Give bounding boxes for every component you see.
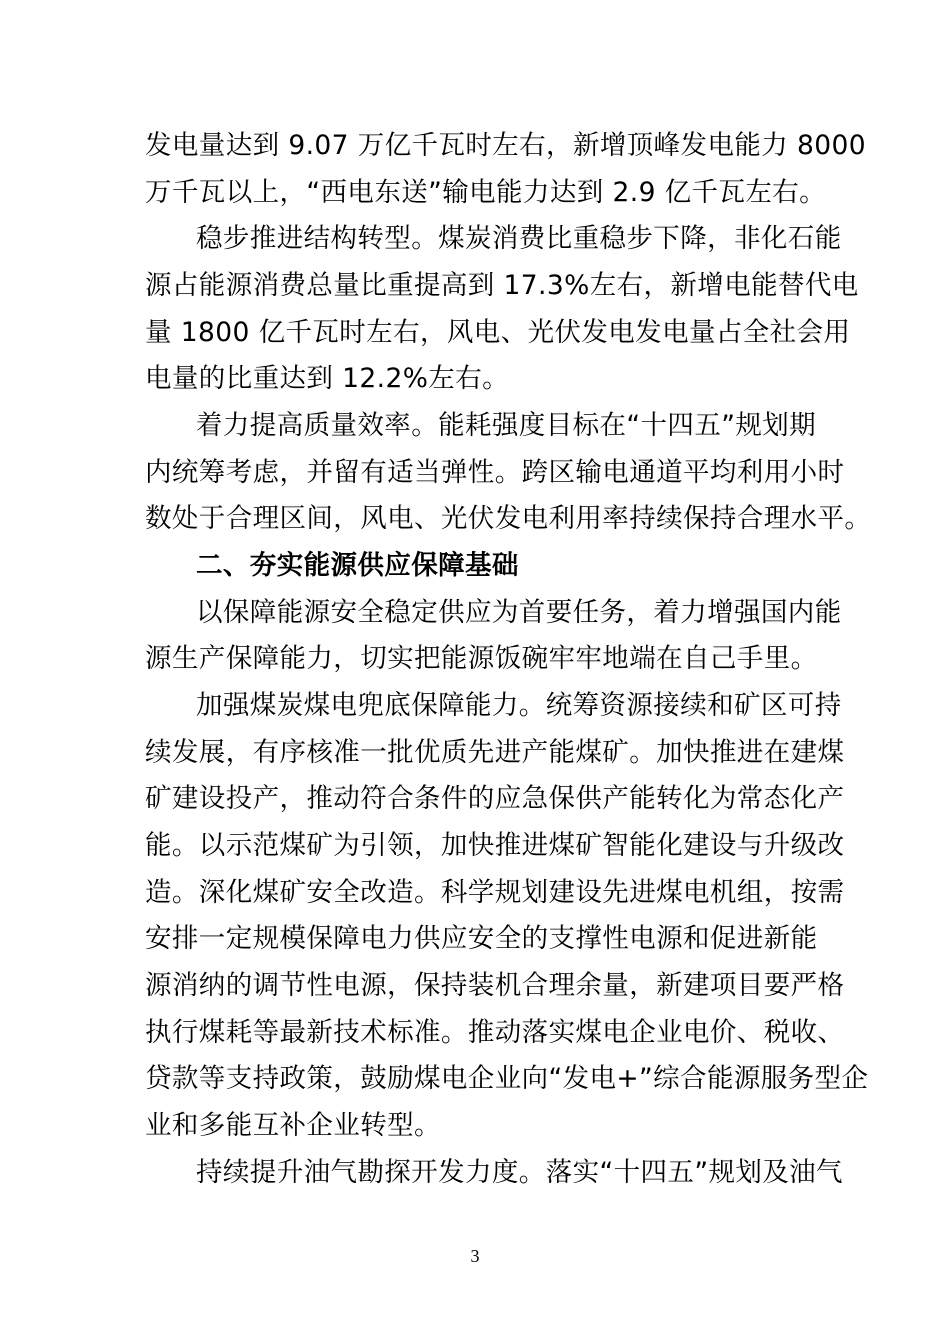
paragraph-start-line: 稳步推进结构转型。煤炭消费比重稳步下降，非化石能 (196, 223, 842, 254)
text-line: 源生产保障能力，切实把能源饭碗牢牢地端在自己手里。 (145, 643, 818, 674)
text-line: 矿建设投产，推动符合条件的应急保供产能转化为常态化产 (145, 783, 845, 814)
text-line: 执行煤耗等最新技术标准。推动落实煤电企业电价、税收、 (145, 1017, 845, 1048)
page-number: 3 (470, 1246, 480, 1266)
text-line: 造。深化煤矿安全改造。科学规划建设先进煤电机组，按需 (145, 877, 845, 908)
paragraph-start-line: 持续提升油气勘探开发力度。落实“十四五”规划及油气 (196, 1157, 843, 1188)
text-line: 能。以示范煤矿为引领，加快推进煤矿智能化建设与升级改 (145, 830, 845, 861)
text-line: 万千瓦以上，“西电东送”输电能力达到 2.9 亿千瓦左右。 (145, 177, 827, 208)
text-line: 业和多能互补企业转型。 (145, 1110, 441, 1141)
text-line: 内统筹考虑，并留有适当弹性。跨区输电通道平均利用小时 (145, 457, 845, 488)
text-line: 发电量达到 9.07 万亿千瓦时左右，新增顶峰发电能力 8000 (145, 130, 867, 161)
text-line: 贷款等支持政策，鼓励煤电企业向“发电+”综合能源服务型企 (145, 1063, 869, 1094)
paragraph-start-line: 加强煤炭煤电兜底保障能力。统筹资源接续和矿区可持 (196, 690, 842, 721)
text-line: 量 1800 亿千瓦时左右，风电、光伏发电发电量占全社会用 (145, 317, 851, 348)
text-line: 续发展，有序核准一批优质先进产能煤矿。加快推进在建煤 (145, 737, 845, 768)
text-line: 安排一定规模保障电力供应安全的支撑性电源和促进新能 (145, 923, 818, 954)
text-line: 源消纳的调节性电源，保持装机合理余量，新建项目要严格 (145, 970, 845, 1001)
text-line: 源占能源消费总量比重提高到 17.3%左右，新增电能替代电 (145, 270, 859, 301)
paragraph-start-line: 着力提高质量效率。能耗强度目标在“十四五”规划期 (196, 410, 817, 441)
text-line: 数处于合理区间，风电、光伏发电利用率持续保持合理水平。 (145, 503, 872, 534)
paragraph-start-line: 以保障能源安全稳定供应为首要任务，着力增强国内能 (196, 597, 842, 628)
section-heading: 二、夯实能源供应保障基础 (196, 550, 519, 581)
text-line: 电量的比重达到 12.2%左右。 (145, 363, 510, 394)
